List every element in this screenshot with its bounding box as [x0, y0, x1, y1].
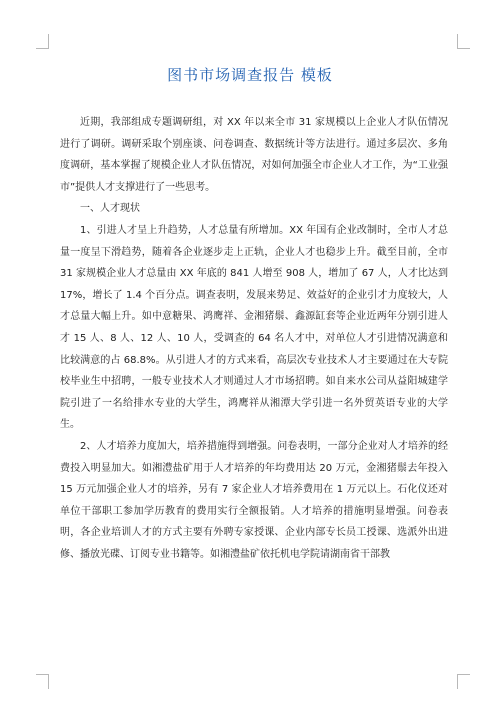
crop-mark-top-left	[36, 34, 49, 49]
body-paragraph: 1、引进人才呈上升趋势，人才总量有所增加。XX 年国有企业改制时，全市人才总量一度呈下滑趋势，随着各企业逐步走上正轨，企业人才也稳步上升。截至目前，全市 31 家规模企业人才总量由 XX 年底的 841 人增至 908 人，增加了 67 人，人才比达到 17%，增长了 1.4 个百分点。调查表明，发展来势足、效益好的企业引才力度较大，人才总量大幅上升。如中意糖果、鸿鹰祥、金湘猪鬃、鑫源缸套等企业近两年分别引进人才 15 人、8 人、12 人、10 人，受调查的 64 名人才中，对单位人才引进情况满意和比较满意的占 68.8%。从引进人才的方式来看，高层次专业技术人才主要通过在大专院校毕业生中招聘，一般专业技术人才则通过人才市场招聘。如自来水公司从益阳城建学院引进了一名给排水专业的大学生，鸿鹰祥从湘潭大学引进一名外贸英语专业的大学生。	[60, 224, 448, 431]
section-heading: 一、人才现状	[80, 203, 140, 215]
intro-paragraph: 近期，我部组成专题调研组，对 XX 年以来全市 31 家规模以上企业人才队伍情况进行了调研。调研采取个别座谈、问卷调查、数据统计等方法进行。通过多层次、多角度调研，基本掌握了规模企业人才队伍情况，对如何加强全市企业人才工作，为“工业强市”提供人才支撑进行了一些思考。	[60, 117, 448, 193]
crop-mark-top-right	[457, 34, 470, 49]
body-paragraph: 2、人才培养力度加大，培养措施得到增强。问卷表明，一部分企业对人才培养的经费投入明显加大。如湘澧盐矿用于人才培养的年均费用达 20 万元，金湘猪鬃去年投入 15 万元加强企业人才的培养，另有 7 家企业人才培养费用在 1 万元以上。石化仪还对单位干部职工参加学历教育的费用实行全额报销。人才培养的措施明显增强。问卷表明，各企业培训人才的方式主要有外聘专家授课、企业内部专长员工授课、选派外出进修、播放光碟、订阅专业书籍等。如湘澧盐矿依托机电学院请湖南省干部教	[60, 440, 448, 560]
document-body	[60, 112, 448, 565]
document-title: 图书市场调查报告 模板	[167, 66, 333, 84]
crop-mark-bottom-right	[457, 674, 470, 689]
crop-mark-bottom-left	[36, 674, 49, 689]
